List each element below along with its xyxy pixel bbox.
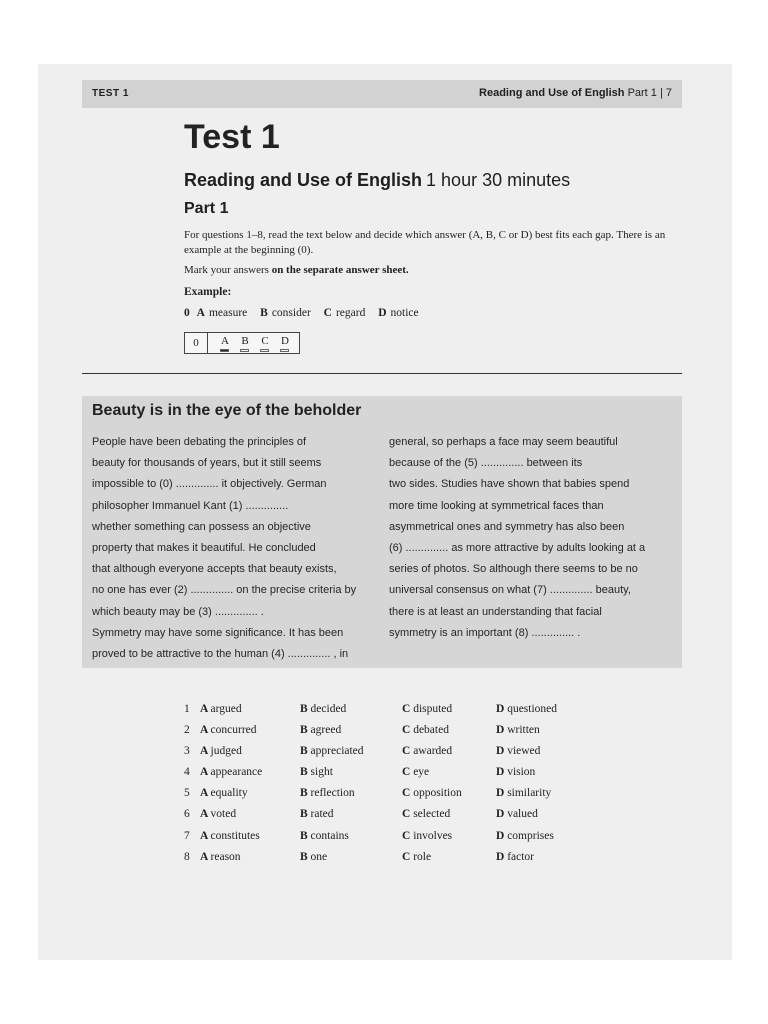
paper-duration: 1 hour 30 minutes [426,170,571,190]
option-text: awarded [413,745,453,758]
option-letter: B [300,745,311,758]
option-d [496,745,540,757]
example-options [184,307,429,319]
option-text: comprises [507,829,554,842]
option-text: voted [210,808,237,821]
option-c [402,851,431,863]
option-c [402,787,462,799]
passage-line: more time looking at symmetrical faces than [389,499,604,512]
mark-instruction [184,264,409,276]
option-d [496,830,554,842]
option-letter: B [300,724,311,737]
option-a [200,808,236,820]
option-letter: D [496,787,508,800]
option-letter: D [496,724,508,737]
option-text: eye [413,766,430,779]
passage-line: philosopher Immanuel Kant (1) .............. [92,499,289,512]
option-b [300,766,333,778]
example-option-a: A measure [196,307,248,319]
passage-line: proved to be attractive to the human (4) .............. , in [92,648,349,661]
option-a [200,787,248,799]
option-c [402,703,452,715]
option-letter: D [496,808,508,821]
option-letter: D [496,850,508,863]
answer-letter-b: B [235,335,255,347]
option-b [300,808,334,820]
header-test-label: TEST 1 [92,88,129,99]
passage-line: symmetry is an important (8) .............. . [389,626,581,639]
option-a [200,703,242,715]
question-number: 4 [184,766,190,779]
option-a [200,766,262,778]
option-letter: B [300,787,311,800]
option-text: vision [507,766,536,779]
option-text: appearance [210,766,263,779]
option-text: similarity [507,787,552,800]
question-number: 8 [184,850,190,863]
option-b [300,787,355,799]
option-text: disputed [413,703,453,715]
option-b [300,745,364,757]
option-a [200,830,260,842]
passage-line: series of photos. So although there seems to be no [389,563,638,576]
passage-left-column [92,432,377,665]
passage-line: no one has ever (2) .............. on the precise criteria by [92,584,357,597]
option-text: reflection [310,787,355,800]
option-b [300,830,349,842]
option-b [300,703,346,715]
question-number: 1 [184,703,190,715]
option-d [496,808,538,820]
question-number: 6 [184,808,190,821]
option-letter: A [200,850,211,863]
option-c [402,808,450,820]
passage-line: whether something can possess an objective [92,520,311,533]
option-letter: D [496,745,508,758]
question-number: 7 [184,829,190,842]
option-letter: A [200,703,211,715]
option-letter: A [200,787,211,800]
question-number: 2 [184,724,190,737]
paper-name: Reading and Use of English [184,170,423,190]
option-d [496,724,540,736]
option-letter: C [402,808,414,821]
example-option-b: B consider [260,307,311,319]
option-text: agreed [310,724,342,737]
example-option-d: D notice [378,307,419,319]
passage-line: impossible to (0) .............. it objectively. German [92,478,327,491]
passage-line: two sides. Studies have shown that babies spend [389,478,630,491]
option-text: reason [210,850,241,863]
option-b [300,724,341,736]
passage-line: property that makes it beautiful. He concluded [92,542,316,555]
answer-letter-c: C [255,335,275,347]
option-letter: D [496,766,508,779]
header-section [479,87,672,99]
question-number: 5 [184,787,190,800]
passage-line: because of the (5) .............. between its [389,457,583,470]
paper-title [184,170,570,191]
option-d [496,703,557,715]
option-letter: B [300,829,311,842]
passage-line: (6) .............. as more attractive by adults looking at a [389,542,646,555]
reading-passage [82,396,682,668]
answer-box-letters [215,335,295,347]
option-a [200,745,242,757]
option-text: rated [310,808,334,821]
option-letter: C [402,745,414,758]
passage-line: asymmetrical ones and symmetry has also been [389,520,625,533]
answer-letter-d: D [275,335,295,347]
option-letter: C [402,787,414,800]
option-text: contains [310,829,349,842]
option-text: appreciated [310,745,364,758]
option-letter: B [300,850,311,863]
option-c [402,830,452,842]
passage-title: Beauty is in the eye of the beholder [92,402,362,419]
example-option-c: C regard [323,307,366,319]
option-c [402,745,452,757]
mark-instruction-text: Mark your answers [184,264,272,276]
passage-line: there is at least an understanding that facial [389,605,602,618]
option-b [300,851,327,863]
option-letter: C [402,766,414,779]
option-letter: B [300,808,311,821]
option-letter: A [200,745,211,758]
option-text: judged [210,745,242,758]
option-text: constitutes [210,829,260,842]
option-text: debated [413,724,449,737]
option-d [496,851,534,863]
passage-line: beauty for thousands of years, but it still seems [92,457,322,470]
option-letter: A [200,766,211,779]
part-heading: Part 1 [184,200,229,217]
option-a [200,851,241,863]
option-letter: D [496,703,508,715]
passage-line: People have been debating the principles of [92,436,307,448]
section-divider [82,373,682,374]
option-letter: A [200,829,211,842]
option-text: selected [413,808,451,821]
passage-line: general, so perhaps a face may seem beautiful [389,436,618,448]
header-part-page: Part 1 | 7 [627,87,672,99]
option-text: sight [310,766,333,779]
option-letter: A [200,724,211,737]
option-text: viewed [507,745,541,758]
option-letter: C [402,850,414,863]
option-d [496,766,535,778]
option-letter: B [300,766,311,779]
option-text: valued [507,808,538,821]
instructions: For questions 1–8, read the text below and decide which answer (A, B, C or D) best fits each gap. There is an example at the beginning (0). [184,229,666,256]
option-a [200,724,257,736]
question-number: 3 [184,745,190,758]
option-text: concurred [210,724,257,737]
option-letter: B [300,703,311,715]
option-c [402,766,429,778]
passage-line: Symmetry may have some significance. It has been [92,626,344,639]
option-text: involves [413,829,453,842]
passage-right-column [389,432,674,644]
option-text: equality [210,787,248,800]
answer-box-number: 0 [185,333,208,353]
header-section-name: Reading and Use of English [479,87,625,99]
passage-line: which beauty may be (3) .............. . [92,605,264,618]
option-letter: C [402,724,414,737]
option-c [402,724,449,736]
option-text: factor [507,850,535,863]
example-label: Example: [184,286,232,298]
option-text: role [413,850,432,863]
option-text: decided [310,703,347,715]
passage-line: that although everyone accepts that beauty exists, [92,563,337,576]
example-number: 0 [184,307,190,319]
mark-instruction-bold: on the separate answer sheet. [271,264,409,276]
running-header [82,80,682,108]
passage-line: universal consensus on what (7) .............. beauty, [389,584,631,597]
option-letter: C [402,703,414,715]
option-text: opposition [413,787,462,800]
example-answer-box [184,332,300,354]
option-letter: A [200,808,211,821]
page-title: Test 1 [184,118,280,156]
option-text: questioned [507,703,558,715]
option-text: written [507,724,540,737]
option-letter: C [402,829,414,842]
option-text: one [310,850,328,863]
option-d [496,787,551,799]
answer-letter-a: A [215,335,235,347]
option-text: argued [210,703,242,715]
option-letter: D [496,829,508,842]
